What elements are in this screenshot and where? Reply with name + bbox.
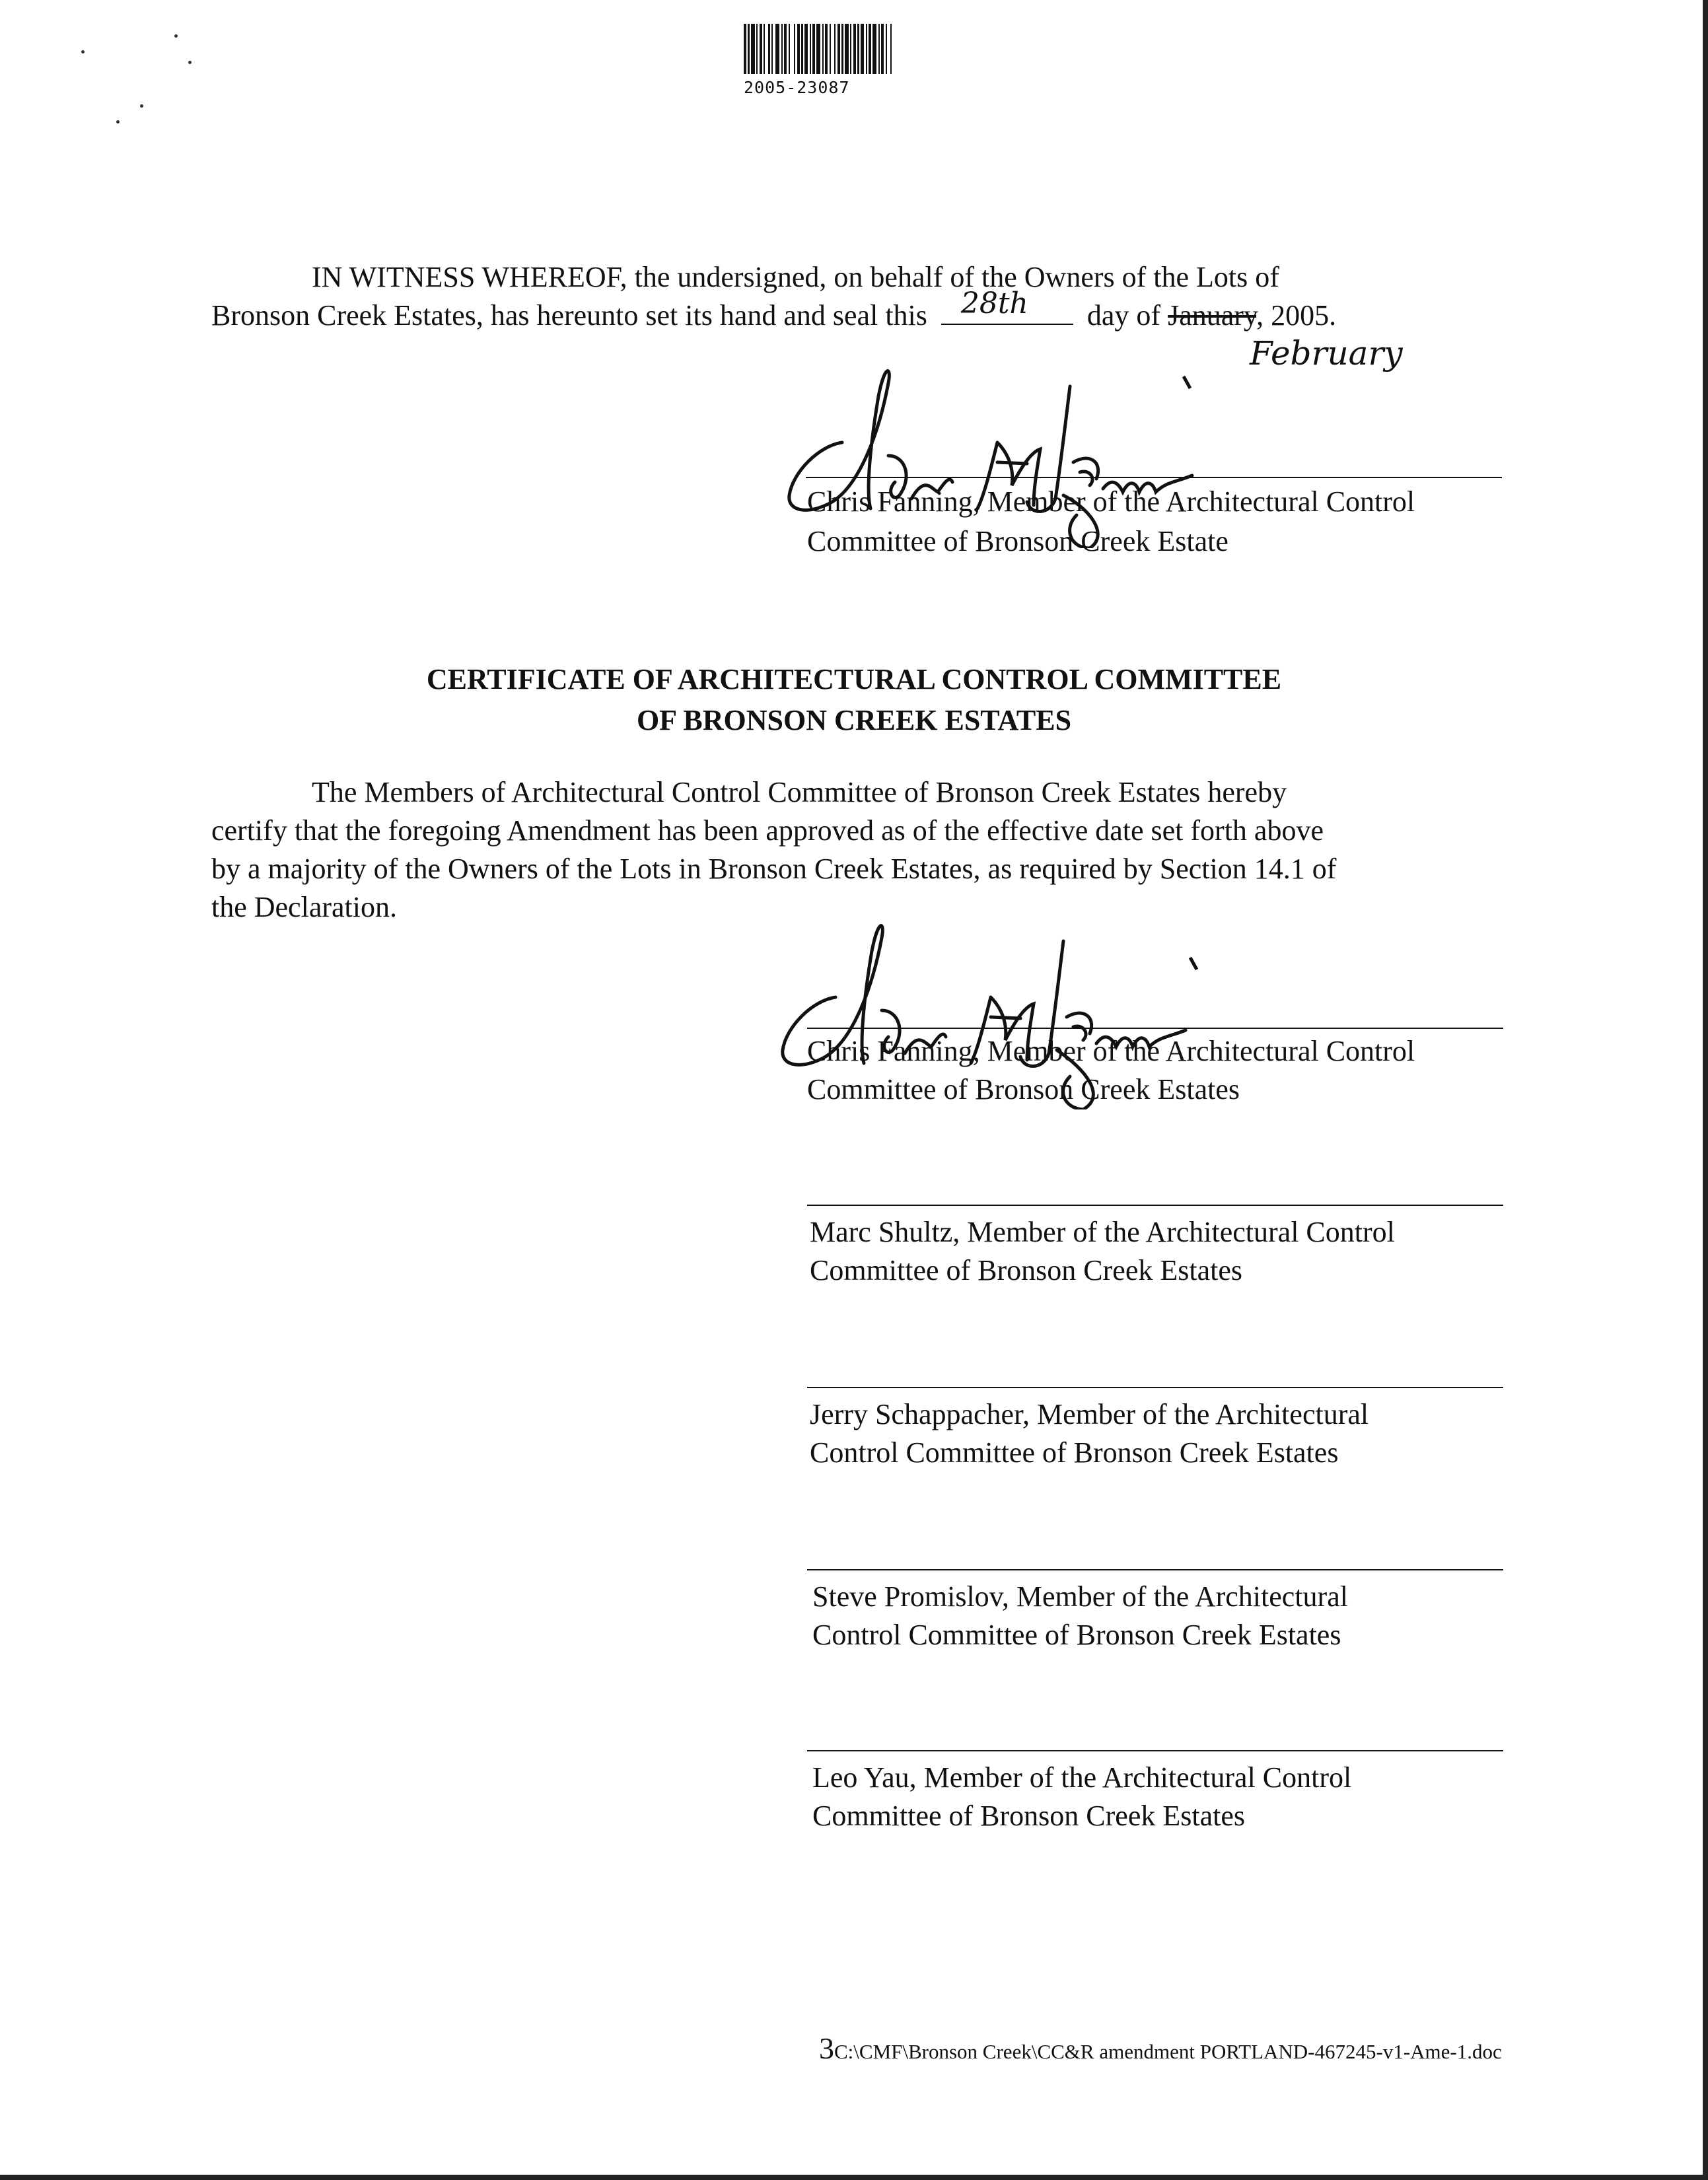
member-2-line-2: Committee of Bronson Creek Estates xyxy=(810,1254,1242,1286)
signature-line-2 xyxy=(807,1028,1503,1029)
signer-1-line-2: Committee of Bronson Creek Estate xyxy=(807,525,1228,557)
barcode-bar xyxy=(771,24,773,74)
barcode-bar xyxy=(878,24,880,74)
certificate-body-2: certify that the foregoing Amendment has been approved as of the effective date set forth above xyxy=(211,814,1324,847)
barcode-bar xyxy=(834,24,836,74)
certificate-body-1: The Members of Architectural Control Committee of Bronson Creek Estates hereby xyxy=(312,776,1287,808)
witness-line-1 xyxy=(312,256,1279,299)
barcode-bar xyxy=(756,24,758,74)
barcode-bar xyxy=(768,24,770,74)
barcode-bar xyxy=(789,24,790,74)
barcode-bar xyxy=(825,24,828,74)
member-2-line-1: Marc Shultz, Member of the Architectural Control xyxy=(810,1216,1395,1248)
barcode-number: 2005-23087 xyxy=(744,78,850,97)
day-blank xyxy=(941,287,1073,325)
witness-text-2: Bronson Creek Estates, has hereunto set its hand and seal this xyxy=(211,299,927,332)
barcode-bar xyxy=(781,24,783,74)
barcode-bar xyxy=(816,24,820,74)
barcode-bar xyxy=(760,24,762,74)
footer xyxy=(819,2027,1502,2073)
member-5-line-1: Leo Yau, Member of the Architectural Control xyxy=(812,1761,1352,1794)
signature-line-6 xyxy=(807,1750,1503,1751)
barcode xyxy=(744,24,1044,74)
signer-1-line-1: Chris Fanning, Member of the Architectural Control xyxy=(807,485,1415,518)
barcode-bar xyxy=(841,24,843,74)
scan-speck xyxy=(140,104,143,108)
barcode-bar xyxy=(804,24,808,74)
certificate-body-3: by a majority of the Owners of the Lots in Bronson Creek Estates, as required by Section 14.1 of xyxy=(211,853,1337,885)
member-4-line-1: Steve Promislov, Member of the Architectural xyxy=(812,1580,1348,1613)
barcode-bar xyxy=(744,24,746,74)
barcode-bar xyxy=(784,24,787,74)
barcode-bar xyxy=(797,24,800,74)
barcode-bar xyxy=(850,24,851,74)
signature-line-3 xyxy=(807,1205,1503,1206)
barcode-bar xyxy=(837,24,840,74)
barcode-bar xyxy=(845,24,849,74)
scan-speck xyxy=(174,34,178,38)
barcode-bar xyxy=(857,24,859,74)
scan-speck xyxy=(188,61,192,64)
barcode-bar xyxy=(881,24,884,74)
barcode-bar xyxy=(822,24,824,74)
barcode-bar xyxy=(861,24,864,74)
certificate-title-1: CERTIFICATE OF ARCHITECTURAL CONTROL COMMITTEE xyxy=(426,663,1282,695)
scan-speck xyxy=(116,120,120,123)
barcode-bar xyxy=(775,24,779,74)
barcode-bar xyxy=(853,24,856,74)
barcode-bar xyxy=(748,24,750,74)
witness-text-1: IN WITNESS WHEREOF, the undersigned, on behalf of the Owners of the Lots of xyxy=(312,261,1279,293)
member-1-line-2: Committee of Bronson Creek Estates xyxy=(807,1073,1240,1106)
page-number: 3 xyxy=(819,2031,834,2065)
witness-year: , 2005. xyxy=(1256,299,1337,332)
member-4-line-2: Control Committee of Bronson Creek Estates xyxy=(812,1619,1341,1651)
barcode-bar xyxy=(869,24,871,74)
month-struck: January xyxy=(1168,299,1257,332)
barcode-bar xyxy=(872,24,876,74)
day-handwritten: 28th xyxy=(960,287,1028,320)
barcode-bar xyxy=(886,24,887,74)
signature-line-1 xyxy=(806,477,1502,478)
witness-text-3: day of xyxy=(1086,299,1161,332)
barcode-bar xyxy=(764,24,765,74)
member-3-line-1: Jerry Schappacher, Member of the Architectural xyxy=(810,1398,1369,1430)
certificate-title-2: OF BRONSON CREEK ESTATES xyxy=(636,704,1072,736)
barcode-bar xyxy=(830,24,831,74)
member-5-line-2: Committee of Bronson Creek Estates xyxy=(812,1800,1245,1832)
signature-line-4 xyxy=(807,1387,1503,1388)
barcode-bar xyxy=(810,24,811,74)
barcode-bar xyxy=(794,24,795,74)
barcode-bar xyxy=(890,24,892,74)
certificate-body-4: the Declaration. xyxy=(211,891,397,923)
barcode-bar xyxy=(801,24,803,74)
witness-line-2 xyxy=(211,287,1337,337)
member-1-line-1: Chris Fanning, Member of the Architectural Control xyxy=(807,1035,1415,1067)
file-path: C:\CMF\Bronson Creek\CC&R amendment PORTLAND-467245-v1-Ame-1.doc xyxy=(834,2040,1502,2063)
month-handwritten: February xyxy=(1250,334,1403,372)
scan-speck xyxy=(81,50,85,53)
member-3-line-2: Control Committee of Bronson Creek Estates xyxy=(810,1436,1339,1469)
barcode-bar xyxy=(751,24,755,74)
barcode-bar xyxy=(866,24,867,74)
signature-line-5 xyxy=(807,1569,1503,1570)
barcode-bar xyxy=(812,24,815,74)
